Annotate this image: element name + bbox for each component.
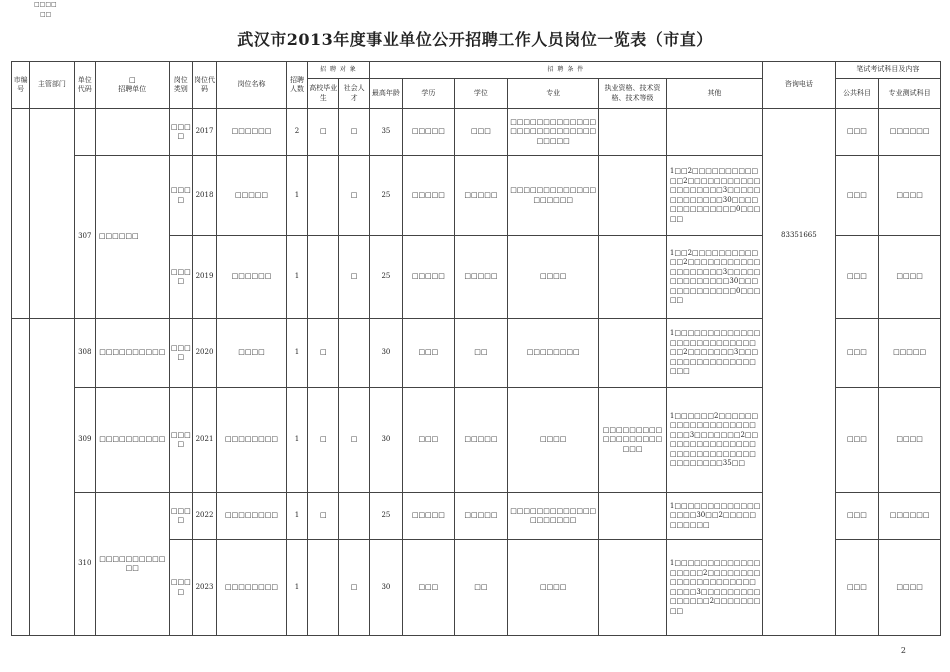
- major-cell: □□□□□□□□□□□□□□□□□□□: [508, 156, 599, 236]
- header-edu: 学历: [403, 79, 455, 109]
- header-other: 其他: [666, 79, 762, 109]
- header-major: 专业: [508, 79, 599, 109]
- header-exam-group: 笔试考试科目及内容: [835, 62, 940, 79]
- header-post-name: 岗位名称: [217, 62, 287, 109]
- header-post-code: 岗位代码: [192, 62, 216, 109]
- other-cell: 1□□2□□□□□□□□□□□□2□□□□□□□□□□□□□□□□□□□3□□□□□□□□□□□□□30□□□□□□□□□□□□□□0□□□□□: [666, 156, 762, 236]
- degree-cell: □□: [454, 319, 508, 388]
- header-social: 社会人才: [339, 79, 369, 109]
- count-cell: 1: [286, 319, 307, 388]
- count-cell: 2: [286, 109, 307, 156]
- grad-cell: □: [308, 493, 339, 540]
- qual-cell: [599, 493, 667, 540]
- other-cell: 1□□2□□□□□□□□□□□□2□□□□□□□□□□□□□□□□□□□3□□□□□□□□□□□□□□30□□□□□□□□□□□□□0□□□□□: [666, 236, 762, 319]
- grad-cell: □: [308, 319, 339, 388]
- count-cell: 1: [286, 236, 307, 319]
- edu-cell: □□□: [403, 540, 455, 636]
- post-code-cell: 2022: [192, 493, 216, 540]
- age-cell: 30: [369, 388, 402, 493]
- post-code-cell: 2021: [192, 388, 216, 493]
- phone-cell: 83351665: [762, 109, 835, 636]
- post-name-cell: □□□□□□□□: [217, 493, 287, 540]
- age-cell: 25: [369, 236, 402, 319]
- qual-cell: [599, 540, 667, 636]
- recruitment-table: [11, 61, 941, 636]
- table-row: [12, 109, 941, 156]
- qual-cell: [599, 109, 667, 156]
- public-subject-cell: □□□: [835, 236, 878, 319]
- post-code-cell: 2023: [192, 540, 216, 636]
- unit-cell: □□□□□□□□□□□□: [95, 493, 169, 636]
- header-phone: 咨询电话: [762, 62, 835, 109]
- prof-subject-cell: □□□□□: [879, 319, 941, 388]
- unit-cell: □□□□□□□□□□: [95, 388, 169, 493]
- header-prof-subject: 专业测试科目: [879, 79, 941, 109]
- header-unit-code: 单位代码: [74, 62, 95, 109]
- age-cell: 25: [369, 493, 402, 540]
- age-cell: 30: [369, 540, 402, 636]
- corner-marks: [34, 0, 57, 20]
- header-conditions-group: 招 聘 条 件: [369, 62, 762, 79]
- post-type-cell: □□□□: [169, 540, 192, 636]
- header-degree: 学位: [454, 79, 508, 109]
- post-name-cell: □□□□□: [217, 156, 287, 236]
- degree-cell: □□□□□: [454, 493, 508, 540]
- social-cell: □: [339, 388, 369, 493]
- page-number: 2: [900, 646, 906, 655]
- major-cell: □□□□□□□□□□□□□□□□□□□□□□□□□□□□□□□: [508, 109, 599, 156]
- unit-code-cell: 310: [74, 493, 95, 636]
- post-type-cell: □□□□: [169, 493, 192, 540]
- grad-cell: [308, 236, 339, 319]
- post-name-cell: □□□□□□□□: [217, 388, 287, 493]
- other-cell: 1□□□□□□□□□□□□□□□□□□□□□□□□□□□□2□□□□□□□3□□□□□□□□□□□□□□□□□□□: [666, 319, 762, 388]
- public-subject-cell: □□□: [835, 493, 878, 540]
- header-max-age: 最高年龄: [369, 79, 402, 109]
- post-type-cell: □□□□: [169, 319, 192, 388]
- unit-cell: □□□□□□□□□□: [95, 319, 169, 388]
- public-subject-cell: □□□: [835, 540, 878, 636]
- other-cell: [666, 109, 762, 156]
- header-unit: [95, 62, 169, 109]
- grad-cell: □: [308, 109, 339, 156]
- header-unit-mark: □: [128, 75, 136, 84]
- edu-cell: □□□□□: [403, 156, 455, 236]
- unit-code-cell: 307: [74, 156, 95, 319]
- social-cell: □: [339, 540, 369, 636]
- count-cell: 1: [286, 540, 307, 636]
- post-code-cell: 2017: [192, 109, 216, 156]
- other-cell: 1□□□□□□□□□□□□□□□□□30□□2□□□□□□□□□□□: [666, 493, 762, 540]
- prof-subject-cell: □□□□: [879, 156, 941, 236]
- degree-cell: □□□: [454, 109, 508, 156]
- header-count: 招聘人数: [286, 62, 307, 109]
- prof-subject-cell: □□□□□□: [879, 493, 941, 540]
- degree-cell: □□□□□: [454, 156, 508, 236]
- major-cell: □□□□: [508, 236, 599, 319]
- prof-subject-cell: □□□□: [879, 236, 941, 319]
- prof-subject-cell: □□□□: [879, 540, 941, 636]
- post-type-cell: □□□□: [169, 388, 192, 493]
- header-qual: 执业资格、技术资格、技术等级: [599, 79, 667, 109]
- major-cell: □□□□□□□□□□□□□□□□□□□□: [508, 493, 599, 540]
- edu-cell: □□□□□: [403, 109, 455, 156]
- public-subject-cell: □□□: [835, 388, 878, 493]
- post-type-cell: □□□□: [169, 109, 192, 156]
- header-unit-label: 招聘单位: [118, 85, 147, 93]
- city-no-cell: [12, 109, 30, 319]
- public-subject-cell: □□□: [835, 319, 878, 388]
- major-cell: □□□□□□□□: [508, 319, 599, 388]
- post-type-cell: □□□□: [169, 156, 192, 236]
- prof-subject-cell: □□□□□□: [879, 109, 941, 156]
- grad-cell: [308, 540, 339, 636]
- post-name-cell: □□□□□□: [217, 236, 287, 319]
- dept-cell: [30, 319, 74, 636]
- count-cell: 1: [286, 156, 307, 236]
- other-cell: 1□□□□□□2□□□□□□□□□□□□□□□□□□□□□□3□□□□□□□2□□□□□□□□□□□□□□□□□□□□□□□□□□□□□□□□□□□□35□□: [666, 388, 762, 493]
- qual-cell: [599, 236, 667, 319]
- degree-cell: □□□□□: [454, 388, 508, 493]
- post-name-cell: □□□□: [217, 319, 287, 388]
- post-name-cell: □□□□□□□□: [217, 540, 287, 636]
- qual-cell: [599, 156, 667, 236]
- header-target-group: 招 聘 对 象: [308, 62, 370, 79]
- edu-cell: □□□: [403, 388, 455, 493]
- unit-code-cell: 308: [74, 319, 95, 388]
- major-cell: □□□□: [508, 388, 599, 493]
- other-cell: 1□□□□□□□□□□□□□□□□□□2□□□□□□□□□□□□□□□□□□□□□□□□□3□□□□□□□□□□□□□□□2□□□□□□□□□: [666, 540, 762, 636]
- header-post-type: 岗位类别: [169, 62, 192, 109]
- qual-cell: □□□□□□□□□□□□□□□□□□□□□: [599, 388, 667, 493]
- header-dept: 主管部门: [30, 62, 74, 109]
- count-cell: 1: [286, 493, 307, 540]
- degree-cell: □□: [454, 540, 508, 636]
- public-subject-cell: □□□: [835, 156, 878, 236]
- social-cell: □: [339, 236, 369, 319]
- edu-cell: □□□: [403, 319, 455, 388]
- age-cell: 25: [369, 156, 402, 236]
- page-title: 武汉市2013年度事业单位公开招聘工作人员岗位一览表（市直）: [237, 30, 713, 49]
- public-subject-cell: □□□: [835, 109, 878, 156]
- header-grad: 高校毕业生: [308, 79, 339, 109]
- header-public-subject: 公共科目: [835, 79, 878, 109]
- count-cell: 1: [286, 388, 307, 493]
- dept-cell: [30, 109, 74, 319]
- post-code-cell: 2019: [192, 236, 216, 319]
- post-code-cell: 2020: [192, 319, 216, 388]
- post-code-cell: 2018: [192, 156, 216, 236]
- age-cell: 30: [369, 319, 402, 388]
- post-name-cell: □□□□□□: [217, 109, 287, 156]
- recruitment-table-container: [11, 61, 941, 636]
- header-city-no: 市编号: [12, 62, 30, 109]
- unit-cell: □□□□□□: [95, 156, 169, 319]
- unit-code-cell: 309: [74, 388, 95, 493]
- social-cell: [339, 319, 369, 388]
- major-cell: □□□□: [508, 540, 599, 636]
- social-cell: [339, 493, 369, 540]
- age-cell: 35: [369, 109, 402, 156]
- grad-cell: □: [308, 388, 339, 493]
- unit-cell: [95, 109, 169, 156]
- edu-cell: □□□□□: [403, 236, 455, 319]
- degree-cell: □□□□□: [454, 236, 508, 319]
- prof-subject-cell: □□□□: [879, 388, 941, 493]
- social-cell: □: [339, 109, 369, 156]
- unit-code-cell: [74, 109, 95, 156]
- corner-mark-2: □□: [40, 11, 52, 18]
- social-cell: □: [339, 156, 369, 236]
- grad-cell: [308, 156, 339, 236]
- edu-cell: □□□□□: [403, 493, 455, 540]
- qual-cell: [599, 319, 667, 388]
- city-no-cell: [12, 319, 30, 636]
- corner-mark-1: □□□□: [34, 1, 57, 8]
- post-type-cell: □□□□: [169, 236, 192, 319]
